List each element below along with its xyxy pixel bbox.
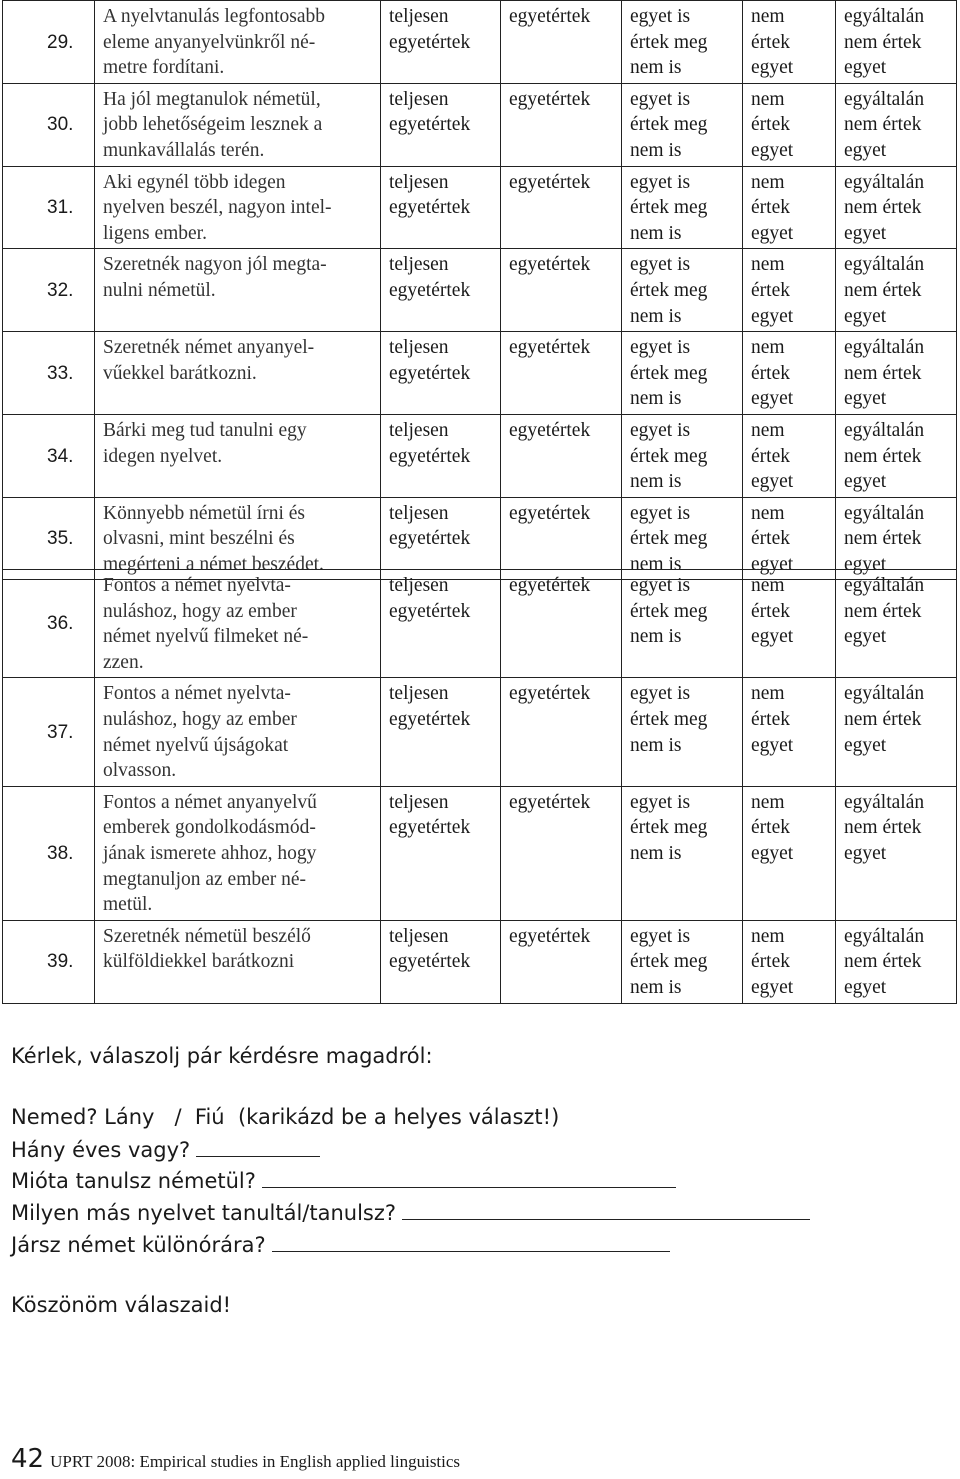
option-line: értek	[751, 197, 790, 219]
option-line: egyet	[844, 626, 887, 648]
statement-cell	[95, 249, 381, 332]
answer-option-4[interactable]	[743, 332, 836, 415]
answer-option-3[interactable]	[622, 1, 743, 84]
statement-line: megtanuljon az ember né-	[103, 868, 307, 890]
option-line: nem	[751, 254, 785, 276]
option-line: egyet is	[630, 6, 691, 27]
option-line: egyáltalán	[844, 337, 925, 359]
answer-option-3[interactable]	[622, 414, 743, 497]
statement-line: Szeretnék nagyon jól megta-	[103, 254, 327, 276]
option-line: egyet	[844, 57, 887, 79]
answer-option-2[interactable]	[501, 83, 622, 166]
answer-option-2[interactable]	[501, 1, 622, 84]
option-line: nem értek	[844, 817, 922, 839]
option-line: egyet	[844, 388, 887, 410]
answer-option-2[interactable]	[501, 249, 622, 332]
option-line: egyet	[844, 305, 887, 327]
statement-line: Fontos a német anyanyelvű	[103, 791, 317, 813]
option-line: teljesen	[389, 925, 449, 947]
statement-cell	[95, 497, 381, 580]
option-line: értek	[751, 114, 790, 136]
answer-option-3[interactable]	[622, 920, 743, 1003]
option-line: egyet	[751, 842, 794, 864]
option-line: nem	[751, 791, 785, 813]
answer-option-5[interactable]	[836, 83, 957, 166]
option-line: egyet	[751, 305, 794, 327]
option-line: egyetértek	[509, 575, 591, 596]
answer-option-4[interactable]	[743, 497, 836, 580]
option-line: egyetértek	[389, 362, 471, 384]
thanks-text: Köszönöm válaszaid!	[11, 1293, 232, 1317]
answer-option-5[interactable]	[836, 414, 957, 497]
other-language-answer-line[interactable]	[402, 1201, 810, 1220]
private-lesson-answer-line[interactable]	[272, 1233, 670, 1252]
option-line: teljesen	[389, 791, 449, 813]
statement-line: metül.	[103, 894, 153, 916]
option-line: egyet	[844, 842, 887, 864]
item-number: 37.	[3, 678, 95, 786]
option-line: teljesen	[389, 683, 449, 705]
option-line: egyetértek	[509, 419, 591, 441]
option-line: egyet	[751, 57, 794, 79]
table-row	[3, 249, 957, 332]
option-line: nem	[751, 925, 785, 947]
option-line: teljesen	[389, 337, 449, 359]
option-line: nem értek	[844, 31, 922, 53]
answer-option-1[interactable]	[381, 249, 501, 332]
statement-line: nuláshoz, hogy az ember	[103, 600, 297, 622]
option-line: egyet is	[630, 791, 691, 813]
statement-line: Szeretnék németül beszélő	[103, 925, 311, 947]
answer-option-3[interactable]	[622, 786, 743, 920]
item-number: 33.	[3, 332, 95, 415]
survey-table-1	[2, 0, 957, 580]
answer-option-2[interactable]	[501, 166, 622, 249]
statement-line: nulni németül.	[103, 279, 216, 301]
table-row	[3, 1, 957, 84]
age-answer-line[interactable]	[196, 1138, 320, 1157]
statement-line: Aki egynél több idegen	[103, 171, 286, 193]
option-line: teljesen	[389, 88, 449, 110]
option-line: nem értek	[844, 279, 922, 301]
option-line: nem is	[630, 57, 682, 79]
option-line: egyetértek	[509, 925, 591, 947]
option-line: egyetértek	[509, 683, 591, 705]
answer-option-3[interactable]	[622, 166, 743, 249]
answer-option-4[interactable]	[743, 249, 836, 332]
option-line: egyetértek	[389, 445, 471, 467]
option-line: egyetértek	[389, 31, 471, 53]
option-line: egyet	[751, 734, 794, 756]
statement-line: idegen nyelvet.	[103, 445, 223, 467]
option-line: teljesen	[389, 419, 449, 441]
statement-cell	[95, 414, 381, 497]
option-line: egyet	[751, 626, 794, 648]
table-row	[3, 920, 957, 1003]
answer-option-1[interactable]	[381, 1, 501, 84]
statement-cell	[95, 332, 381, 415]
option-line: nem is	[630, 139, 682, 161]
option-line: nem is	[630, 222, 682, 244]
option-line: egyet	[844, 553, 887, 575]
table-row	[3, 83, 957, 166]
answer-option-5[interactable]	[836, 570, 957, 678]
statement-line: nuláshoz, hogy az ember	[103, 708, 297, 730]
option-line: értek	[751, 445, 790, 467]
answer-option-3[interactable]	[622, 678, 743, 786]
statement-line: Fontos a német nyelvta-	[103, 575, 291, 596]
option-line: nem értek	[844, 197, 922, 219]
answer-option-2[interactable]	[501, 786, 622, 920]
age-label: Hány éves vagy?	[11, 1138, 191, 1162]
statement-line: vűekkel barátkozni.	[103, 362, 257, 384]
option-line: nem	[751, 683, 785, 705]
option-line: nem értek	[844, 445, 922, 467]
option-line: értek	[751, 951, 790, 973]
statement-line: német nyelvű újságokat	[103, 734, 289, 756]
option-line: egyet	[844, 471, 887, 493]
item-number: 39.	[3, 920, 95, 1003]
option-line: egyáltalán	[844, 171, 925, 193]
option-line: egyet	[751, 553, 794, 575]
private-lesson-question	[11, 1233, 670, 1257]
item-number: 38.	[3, 786, 95, 920]
answer-option-4[interactable]	[743, 83, 836, 166]
option-line: egyetértek	[509, 502, 591, 524]
statement-line: munkavállalás terén.	[103, 139, 265, 161]
option-line: egyet is	[630, 502, 691, 524]
item-number: 35.	[3, 497, 95, 580]
answer-option-3[interactable]	[622, 249, 743, 332]
option-line: nem is	[630, 976, 682, 998]
option-line: egyet is	[630, 254, 691, 276]
answer-option-5[interactable]	[836, 786, 957, 920]
answer-option-2[interactable]	[501, 920, 622, 1003]
option-line: nem	[751, 88, 785, 110]
statement-line: olvasson.	[103, 760, 177, 782]
option-line: egyet	[844, 139, 887, 161]
page-number: 42	[11, 1444, 45, 1474]
age-question	[11, 1138, 320, 1162]
answer-option-4[interactable]	[743, 414, 836, 497]
statement-line: eleme anyanyelvünkről né-	[103, 31, 316, 53]
option-line: teljesen	[389, 6, 449, 27]
item-number: 29.	[3, 1, 95, 84]
option-line: értek meg	[630, 279, 708, 301]
option-line: értek meg	[630, 600, 708, 622]
option-line: egyetértek	[509, 6, 591, 27]
option-line: értek	[751, 31, 790, 53]
answer-option-5[interactable]	[836, 920, 957, 1003]
answer-option-2[interactable]	[501, 497, 622, 580]
option-line: teljesen	[389, 575, 449, 596]
answer-option-1[interactable]	[381, 570, 501, 678]
answer-option-3[interactable]	[622, 497, 743, 580]
option-line: egyáltalán	[844, 575, 925, 596]
answer-option-4[interactable]	[743, 166, 836, 249]
item-number: 31.	[3, 166, 95, 249]
item-number: 32.	[3, 249, 95, 332]
option-line: értek	[751, 362, 790, 384]
answer-option-3[interactable]	[622, 332, 743, 415]
option-line: értek meg	[630, 114, 708, 136]
option-line: egyáltalán	[844, 88, 925, 110]
option-line: értek meg	[630, 817, 708, 839]
option-line: egyet	[751, 471, 794, 493]
option-line: egyetértek	[509, 337, 591, 359]
option-line: egyetértek	[389, 817, 471, 839]
statement-line: zzen.	[103, 651, 144, 673]
since-answer-line[interactable]	[262, 1169, 676, 1188]
answer-option-4[interactable]	[743, 920, 836, 1003]
answer-option-5[interactable]	[836, 497, 957, 580]
option-line: nem	[751, 171, 785, 193]
answer-option-4[interactable]	[743, 1, 836, 84]
option-line: egyáltalán	[844, 6, 925, 27]
option-line: nem is	[630, 388, 682, 410]
answer-option-4[interactable]	[743, 678, 836, 786]
option-line: egyet is	[630, 171, 691, 193]
questions-intro: Kérlek, válaszolj pár kérdésre magadról:	[11, 1044, 433, 1068]
option-line: nem	[751, 502, 785, 524]
option-line: egyet is	[630, 419, 691, 441]
option-line: értek	[751, 279, 790, 301]
table-row	[3, 570, 957, 678]
statement-line: ligens ember.	[103, 222, 207, 244]
statement-line: megérteni a német beszédet.	[103, 553, 324, 575]
statement-line: Könnyebb németül írni és	[103, 502, 305, 524]
private-lesson-label: Jársz német különórára?	[11, 1233, 266, 1257]
option-line: egyetértek	[389, 600, 471, 622]
option-line: értek meg	[630, 445, 708, 467]
answer-option-5[interactable]	[836, 1, 957, 84]
answer-option-1[interactable]	[381, 332, 501, 415]
option-line: egyet	[844, 976, 887, 998]
table-row	[3, 497, 957, 580]
statement-cell	[95, 678, 381, 786]
answer-option-2[interactable]	[501, 570, 622, 678]
answer-option-2[interactable]	[501, 414, 622, 497]
statement-line: német nyelvű filmeket né-	[103, 626, 309, 648]
option-line: egyet	[751, 139, 794, 161]
answer-option-5[interactable]	[836, 678, 957, 786]
footer-text: UPRT 2008: Empirical studies in English applied linguistics	[50, 1452, 461, 1471]
option-line: értek meg	[630, 951, 708, 973]
item-number: 36.	[3, 570, 95, 678]
option-line: értek	[751, 708, 790, 730]
option-line: nem	[751, 575, 785, 596]
option-line: egyet is	[630, 88, 691, 110]
option-line: nem értek	[844, 114, 922, 136]
statement-line: jobb lehetőségeim lesznek a	[103, 114, 323, 136]
statement-cell	[95, 1, 381, 84]
option-line: nem is	[630, 305, 682, 327]
option-line: egyetértek	[389, 114, 471, 136]
statement-cell	[95, 786, 381, 920]
option-line: nem is	[630, 471, 682, 493]
statement-line: metre fordítani.	[103, 57, 225, 79]
answer-option-2[interactable]	[501, 678, 622, 786]
statement-cell	[95, 570, 381, 678]
option-line: egyáltalán	[844, 419, 925, 441]
survey-table-2	[2, 569, 957, 1004]
option-line: egyetértek	[389, 528, 471, 550]
statement-cell	[95, 920, 381, 1003]
option-line: teljesen	[389, 502, 449, 524]
option-line: teljesen	[389, 171, 449, 193]
answer-option-1[interactable]	[381, 414, 501, 497]
answer-option-5[interactable]	[836, 166, 957, 249]
option-line: egyet	[751, 222, 794, 244]
option-line: értek meg	[630, 197, 708, 219]
option-line: értek	[751, 528, 790, 550]
option-line: egyetértek	[509, 791, 591, 813]
statement-line: A nyelvtanulás legfontosabb	[103, 6, 326, 27]
option-line: egyetértek	[389, 279, 471, 301]
answer-option-1[interactable]	[381, 678, 501, 786]
option-line: nem is	[630, 734, 682, 756]
page-footer	[11, 1444, 460, 1474]
option-line: nem	[751, 419, 785, 441]
other-language-question	[11, 1201, 810, 1225]
option-line: értek meg	[630, 362, 708, 384]
statement-cell	[95, 83, 381, 166]
answer-option-1[interactable]	[381, 83, 501, 166]
option-line: egyetértek	[389, 708, 471, 730]
table-row	[3, 332, 957, 415]
statement-line: emberek gondolkodásmód-	[103, 817, 316, 839]
option-line: egyetértek	[509, 171, 591, 193]
option-line: nem értek	[844, 951, 922, 973]
table-row	[3, 786, 957, 920]
option-line: értek meg	[630, 528, 708, 550]
table-row	[3, 678, 957, 786]
option-line: nem is	[630, 626, 682, 648]
option-line: egyáltalán	[844, 925, 925, 947]
table-row	[3, 414, 957, 497]
statement-line: nyelven beszél, nagyon intel-	[103, 197, 332, 219]
answer-option-1[interactable]	[381, 497, 501, 580]
other-language-label: Milyen más nyelvet tanultál/tanulsz?	[11, 1201, 397, 1225]
statement-line: jának ismerete ahhoz, hogy	[103, 842, 317, 864]
statement-line: Bárki meg tud tanulni egy	[103, 419, 307, 441]
option-line: egyet	[751, 388, 794, 410]
answer-option-1[interactable]	[381, 166, 501, 249]
since-label: Mióta tanulsz németül?	[11, 1169, 256, 1193]
option-line: nem is	[630, 553, 682, 575]
item-number: 34.	[3, 414, 95, 497]
answer-option-5[interactable]	[836, 332, 957, 415]
option-line: nem	[751, 6, 785, 27]
option-line: egyetértek	[389, 197, 471, 219]
table-row	[3, 166, 957, 249]
option-line: egyáltalán	[844, 791, 925, 813]
statement-line: Fontos a német nyelvta-	[103, 683, 291, 705]
option-line: egyet	[844, 734, 887, 756]
answer-option-1[interactable]	[381, 786, 501, 920]
answer-option-1[interactable]	[381, 920, 501, 1003]
option-line: egyáltalán	[844, 254, 925, 276]
statement-line: olvasni, mint beszélni és	[103, 528, 295, 550]
option-line: értek	[751, 600, 790, 622]
option-line: egyet is	[630, 575, 691, 596]
option-line: teljesen	[389, 254, 449, 276]
answer-option-3[interactable]	[622, 83, 743, 166]
since-question	[11, 1169, 676, 1193]
option-line: egyetértek	[389, 951, 471, 973]
option-line: egyet is	[630, 683, 691, 705]
option-line: nem értek	[844, 528, 922, 550]
gender-question: Nemed? Lány / Fiú (karikázd be a helyes választ!)	[11, 1105, 560, 1129]
option-line: nem is	[630, 842, 682, 864]
answer-option-2[interactable]	[501, 332, 622, 415]
option-line: egyet	[844, 222, 887, 244]
option-line: nem	[751, 337, 785, 359]
statement-line: Ha jól megtanulok németül,	[103, 88, 321, 110]
option-line: nem értek	[844, 600, 922, 622]
option-line: egyet is	[630, 925, 691, 947]
option-line: egyáltalán	[844, 502, 925, 524]
option-line: egyet is	[630, 337, 691, 359]
statement-line: külföldiekkel barátkozni	[103, 951, 295, 973]
option-line: értek meg	[630, 31, 708, 53]
option-line: egyáltalán	[844, 683, 925, 705]
option-line: egyetértek	[509, 254, 591, 276]
answer-option-3[interactable]	[622, 570, 743, 678]
option-line: egyetértek	[509, 88, 591, 110]
option-line: értek meg	[630, 708, 708, 730]
option-line: egyet	[751, 976, 794, 998]
answer-option-4[interactable]	[743, 570, 836, 678]
option-line: nem értek	[844, 708, 922, 730]
answer-option-4[interactable]	[743, 786, 836, 920]
item-number: 30.	[3, 83, 95, 166]
option-line: nem értek	[844, 362, 922, 384]
option-line: értek	[751, 817, 790, 839]
statement-line: Szeretnék német anyanyel-	[103, 337, 315, 359]
statement-cell	[95, 166, 381, 249]
answer-option-5[interactable]	[836, 249, 957, 332]
